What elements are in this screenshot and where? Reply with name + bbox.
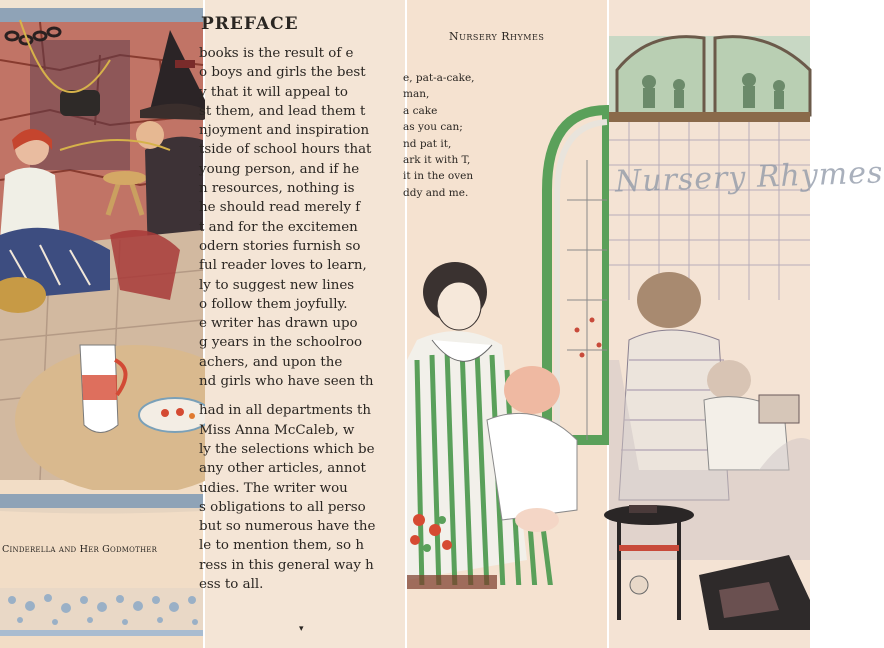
paragraph-gap [199, 391, 375, 401]
mother-baby-illustration [407, 0, 607, 648]
illustration-caption: Cinderella and Her Godmother [2, 544, 158, 555]
text-line: ark it with T, [403, 153, 471, 166]
text-line: a cake [403, 104, 438, 117]
text-line: odern stories furnish so [199, 238, 361, 254]
text-line: ress in this general way h [199, 557, 374, 573]
cover-title: Nursery Rhymes [614, 155, 884, 200]
text-line: y that it will appeal to [199, 84, 348, 100]
preface-heading: PREFACE [201, 14, 299, 34]
text-line: books is the result of e [199, 46, 354, 61]
preface-text [199, 44, 375, 594]
page-mark: ▾ [299, 624, 304, 634]
text-line: ly the selections which be [199, 441, 375, 457]
text-line: but so numerous have the [199, 519, 376, 535]
cinderella-panel [0, 0, 203, 648]
text-line: s obligations to all perso [199, 499, 366, 515]
cover-panel [609, 0, 884, 648]
text-line: le to mention them, so h [199, 538, 364, 554]
text-line: ddy and me. [403, 186, 469, 199]
text-line: o boys and girls the best [199, 65, 366, 81]
text-line: had in all departments th [199, 403, 371, 419]
text-line: n resources, nothing is [199, 181, 355, 197]
text-line: o follow them joyfully. [199, 296, 348, 312]
text-line: t and for the excitemen [199, 219, 358, 235]
text-line: he should read merely f [199, 200, 361, 216]
text-line: st them, and lead them t [199, 103, 366, 119]
text-line: e, pat-a-cake, [403, 72, 475, 84]
text-line: as you can; [403, 121, 463, 134]
text-line: e writer has drawn upo [199, 316, 358, 332]
text-line: ly to suggest new lines [199, 277, 355, 293]
text-line: g years in the schoolroo [199, 335, 363, 351]
nursery-rhymes-panel [403, 0, 607, 648]
cover-illustration [609, 0, 810, 648]
text-line: any other articles, annot [199, 461, 366, 477]
text-line: udies. The writer wou [199, 480, 348, 496]
text-line: Miss Anna McCaleb, w [199, 422, 355, 438]
text-line: it in the oven [403, 170, 474, 183]
text-line: man, [403, 88, 430, 101]
preface-panel [199, 0, 405, 648]
text-line: achers, and upon the [199, 354, 343, 370]
rhymes-heading: Nursery Rhymes [449, 30, 545, 43]
text-line: njoyment and inspiration [199, 123, 370, 139]
text-line: tside of school hours that [199, 142, 372, 158]
text-line: young person, and if he [199, 161, 360, 177]
text-line: ess to all. [199, 577, 264, 593]
text-line: nd pat it, [403, 137, 452, 150]
text-line: nd girls who have seen th [199, 374, 374, 390]
text-line: ful reader loves to learn, [199, 258, 367, 274]
